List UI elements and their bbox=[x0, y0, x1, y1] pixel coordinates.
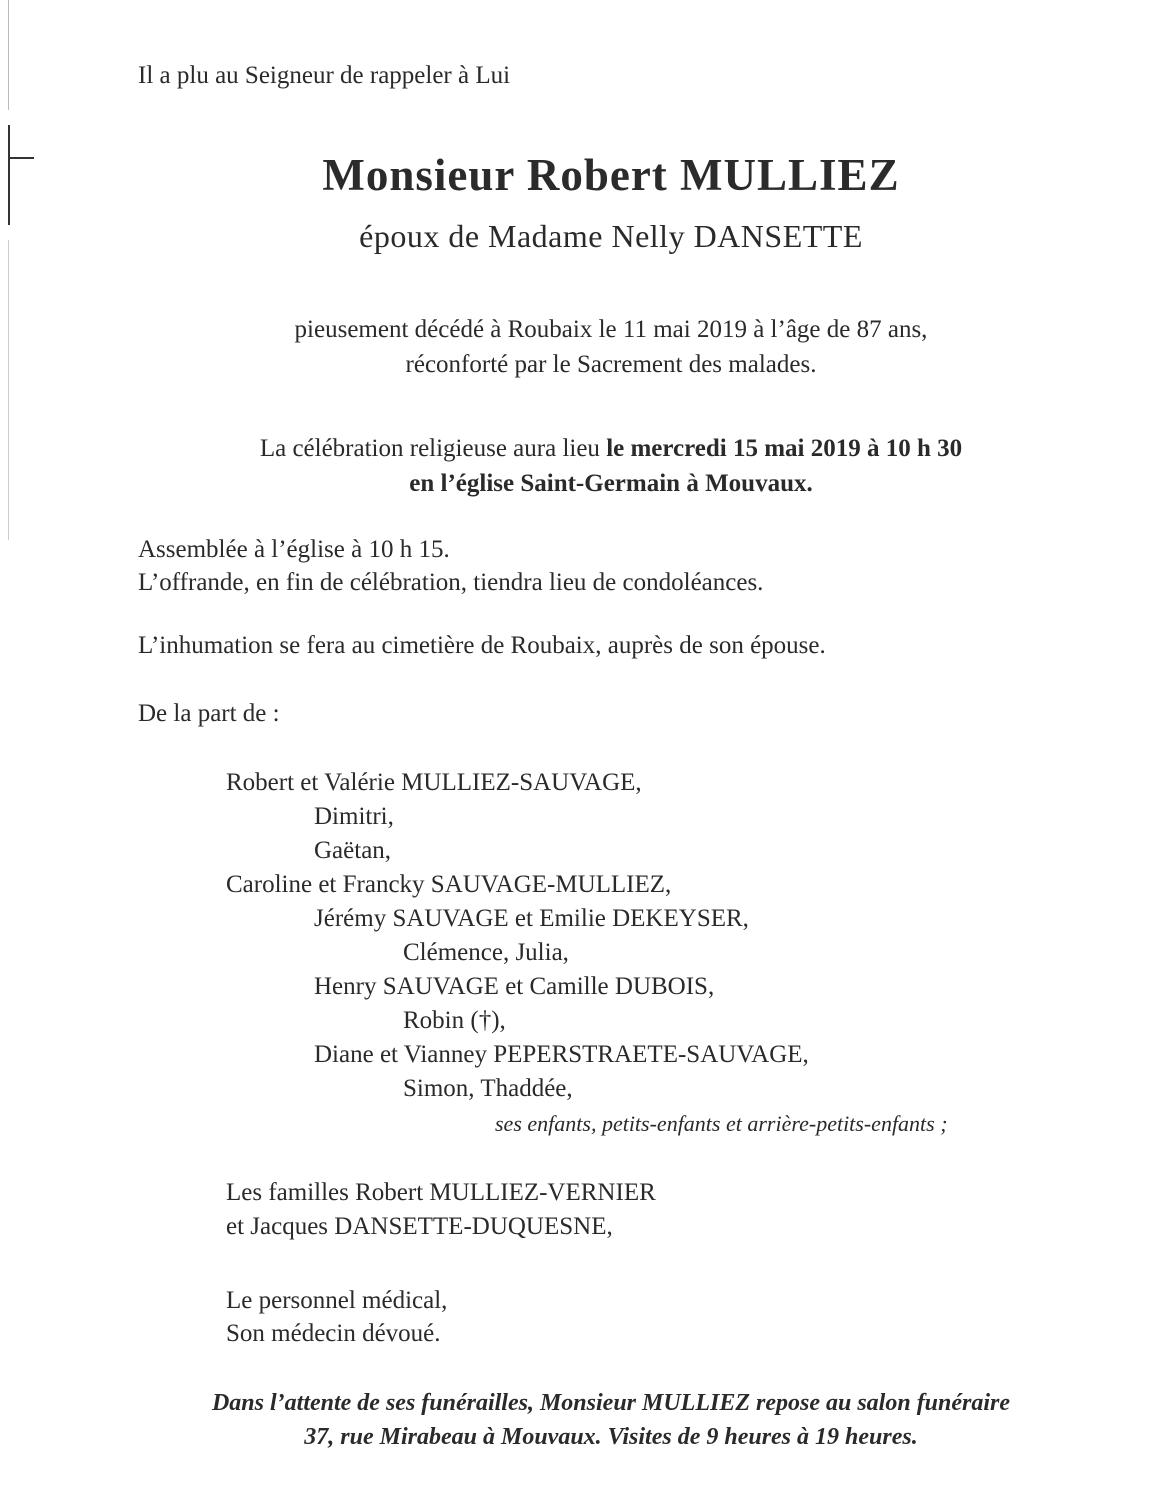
family-member: Henry SAUVAGE et Camille DUBOIS, bbox=[314, 973, 715, 1000]
intro-text: Il a plu au Seigneur de rappeler à Lui bbox=[138, 62, 511, 89]
ceremony-place: en l’église Saint-Germain à Mouvaux. bbox=[409, 470, 813, 497]
page-edge-line bbox=[8, 0, 9, 110]
family-member: Dimitri, bbox=[314, 803, 394, 830]
footer-line-2: 37, rue Mirabeau à Mouvaux. Visites de 9 heures à 19 heures. bbox=[304, 1424, 918, 1450]
death-line-2: réconforté par le Sacrement des malades. bbox=[405, 351, 817, 378]
medical-line: Le personnel médical, bbox=[226, 1287, 448, 1314]
ceremony-date: le mercredi 15 mai 2019 à 10 h 30 bbox=[606, 435, 963, 462]
other-family: Les familles Robert MULLIEZ-VERNIER bbox=[226, 1179, 656, 1206]
other-family: et Jacques DANSETTE-DUQUESNE, bbox=[226, 1213, 613, 1240]
family-member: Gaëtan, bbox=[314, 837, 392, 864]
family-relation: ses enfants, petits-enfants et arrière-petits-enfants ; bbox=[495, 1111, 948, 1136]
burial-text: L’inhumation se fera au cimetière de Roubaix, auprès de son épouse. bbox=[138, 632, 826, 659]
family-member: Clémence, Julia, bbox=[403, 939, 569, 966]
family-member: Robin (†), bbox=[403, 1007, 506, 1034]
assembly-text: Assemblée à l’église à 10 h 15. bbox=[138, 536, 450, 563]
family-member: Caroline et Francky SAUVAGE-MULLIEZ, bbox=[226, 871, 672, 898]
family-member: Jérémy SAUVAGE et Emilie DEKEYSER, bbox=[314, 905, 749, 932]
deceased-name: Monsieur Robert MULLIEZ bbox=[322, 150, 900, 200]
ceremony-line bbox=[0, 433, 1172, 465]
spouse-line: époux de Madame Nelly DANSETTE bbox=[359, 218, 863, 254]
family-member: Diane et Vianney PEPERSTRAETE-SAUVAGE, bbox=[314, 1041, 809, 1068]
medical-line: Son médecin dévoué. bbox=[226, 1320, 441, 1347]
from-label: De la part de : bbox=[138, 700, 280, 727]
death-line-1: pieusement décédé à Roubaix le 11 mai 2019 à l’âge de 87 ans, bbox=[294, 316, 928, 343]
offering-text: L’offrande, en fin de célébration, tiendra lieu de condoléances. bbox=[138, 569, 764, 596]
footer-line-1: Dans l’attente de ses funérailles, Monsieur MULLIEZ repose au salon funéraire bbox=[211, 1390, 1011, 1416]
family-member: Robert et Valérie MULLIEZ-SAUVAGE, bbox=[226, 769, 642, 796]
ceremony-prefix: La célébration religieuse aura lieu bbox=[259, 435, 607, 462]
family-member: Simon, Thaddée, bbox=[403, 1075, 573, 1102]
